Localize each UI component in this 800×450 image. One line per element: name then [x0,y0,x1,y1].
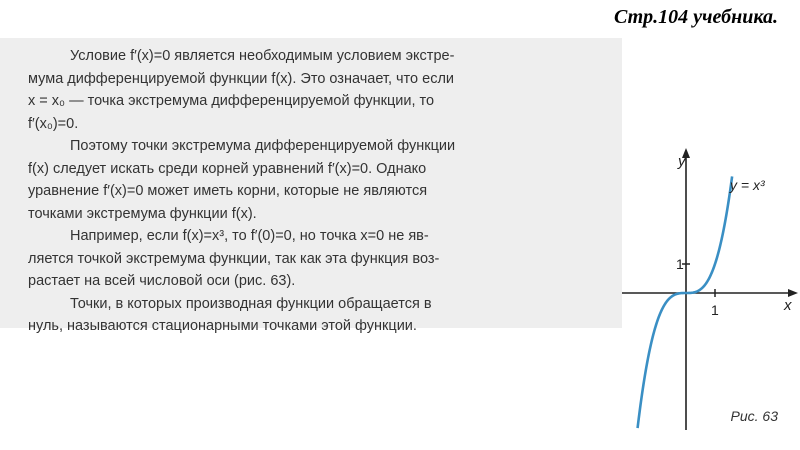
text-line: Например, если f(x)=x³, то f′(0)=0, но точка x=0 не яв- [70,228,429,244]
x-axis-arrow-icon [788,289,798,297]
text-line: f′(x₀)=0. [28,115,79,132]
cubic-graph-svg [622,140,800,440]
text-line: x = x₀ — точка экстремума дифференцируемой функции, то [28,93,435,109]
text-line: ляется точкой экстремума функции, так как эта функция воз- [28,250,440,267]
y-axis-label: y [678,153,686,170]
text-line: уравнение f′(x)=0 может иметь корни, которые не являются [28,183,428,199]
page-reference-note: Стр.104 учебника. [613,6,778,28]
text-line: точками экстремума функции f(x). [28,205,257,222]
text-line: растает на всей числовой оси (рис. 63). [28,273,296,289]
text-line: нуль, называются стационарными точками этой функции. [28,318,417,334]
textbook-paragraphs [28,45,618,338]
text-line: мума дифференцируемой функции f(x). Это означает, что если [28,70,455,87]
text-line: Точки, в которых производная функции обращается в [70,295,432,312]
y-tick-label: 1 [676,256,684,272]
text-line: Условие f′(x)=0 является необходимым условием экстре- [70,48,455,64]
cubic-graph-figure [622,140,800,440]
x-axis-label: x [784,297,792,314]
text-line: f(x) следует искать среди корней уравнений f′(x)=0. Однако [28,160,427,177]
text-line: Поэтому точки экстремума дифференцируемой функции [70,138,456,154]
x-tick-label: 1 [711,302,719,318]
figure-caption: Рис. 63 [730,408,778,424]
curve-equation-label: y = x³ [730,177,765,193]
